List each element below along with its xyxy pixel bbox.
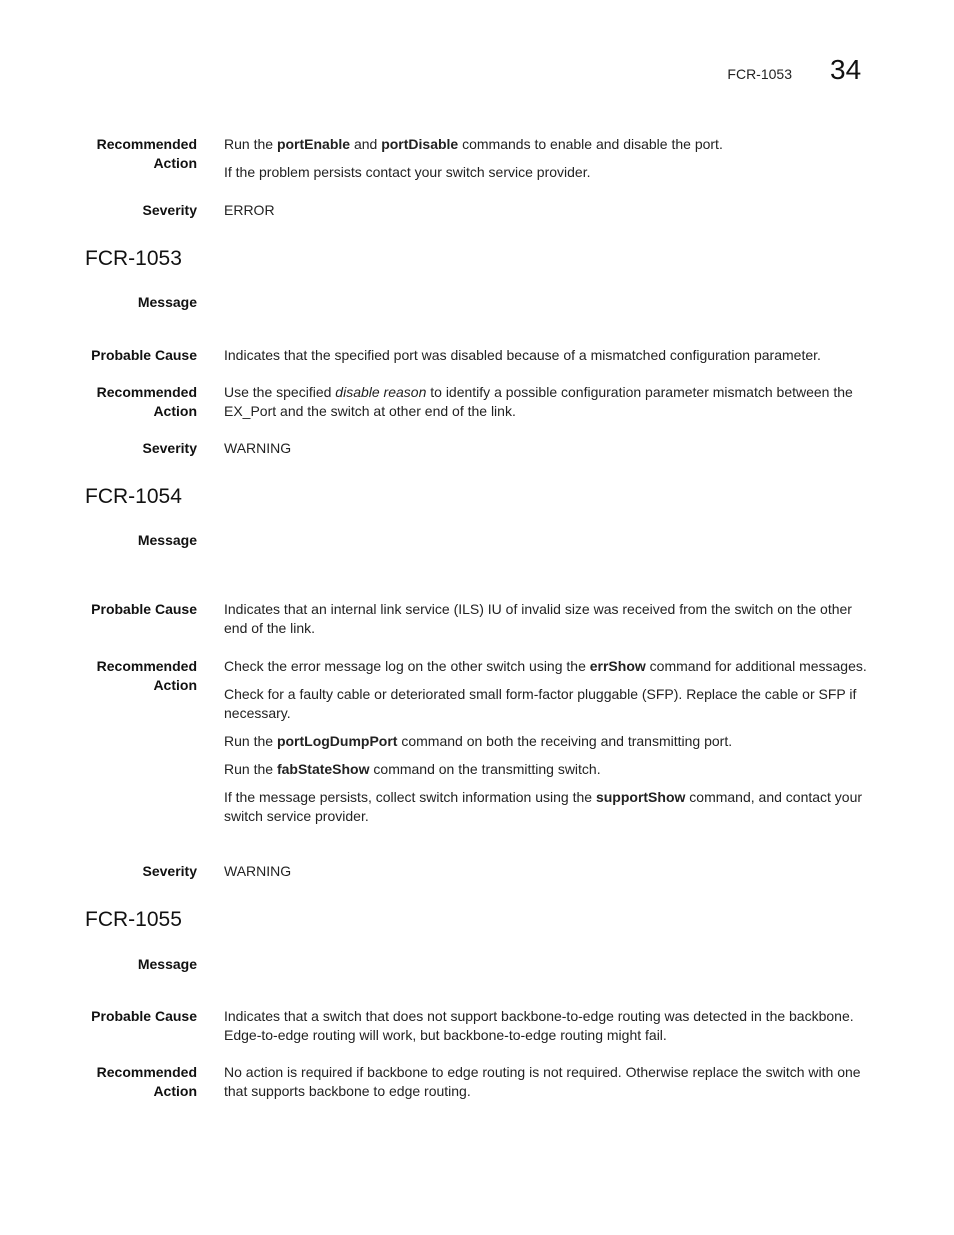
probable-cause-text: Indicates that the specified port was disabled because of a mismatched configuration parameter. <box>224 347 821 363</box>
probable-cause-label: Probable Cause <box>91 601 197 617</box>
message-label: Message <box>137 532 197 548</box>
severity-label: Severity <box>142 863 197 879</box>
section-heading-fcr-1054: FCR-1054 <box>85 485 182 508</box>
probable-cause-label: Probable Cause <box>91 1008 197 1024</box>
probable-cause-text: Indicates that a switch that does not support backbone-to-edge routing was detected in the backbone. Edge-to-edge routing will work, but backbone-to-edge routing might fail. <box>224 1008 854 1043</box>
term-disable-reason: disable reason <box>335 384 427 400</box>
action-paragraph: If the problem persists contact your switch service provider. <box>224 164 591 180</box>
action-paragraph: Check the error message log on the other switch using the errShow command for additional messages. <box>224 658 867 674</box>
recommended-action-label: Recommended Action <box>96 1064 197 1099</box>
action-paragraph: Run the portLogDumpPort command on both the receiving and transmitting port. <box>224 733 733 749</box>
recommended-action-label: Recommended Action <box>96 136 197 171</box>
command-errshow: errShow <box>589 658 646 674</box>
severity-value: ERROR <box>224 202 275 218</box>
chapter-number: 34 <box>830 54 862 85</box>
probable-cause-text: Indicates that an internal link service (ILS) IU of invalid size was received from the switch on the other end of the link. <box>224 601 852 636</box>
action-paragraph: Run the fabStateShow command on the transmitting switch. <box>224 761 601 777</box>
recommended-action-label: Recommended Action <box>96 384 197 419</box>
action-paragraph: Use the specified disable reason to identify a possible configuration parameter mismatch between the EX_Port and the switch at other end of the link. <box>224 384 853 419</box>
message-label: Message <box>137 956 197 972</box>
severity-label: Severity <box>142 440 197 456</box>
section-heading-fcr-1055: FCR-1055 <box>85 908 182 931</box>
action-paragraph: Check for a faulty cable or deteriorated small form-factor pluggable (SFP). Replace the cable or SFP if necessary. <box>224 686 857 721</box>
command-portenable: portEnable <box>276 136 351 152</box>
probable-cause-label: Probable Cause <box>91 347 197 363</box>
action-paragraph: If the message persists, collect switch information using the supportShow command, and contact your switch service provider. <box>224 789 863 824</box>
message-label: Message <box>137 294 197 310</box>
recommended-action-text <box>224 135 872 182</box>
severity-value: WARNING <box>224 440 292 456</box>
severity-value: WARNING <box>224 863 292 879</box>
command-portdisable: portDisable <box>381 136 459 152</box>
recommended-action-label: Recommended Action <box>96 658 197 693</box>
command-fabstateshow: fabStateShow <box>276 761 370 777</box>
running-header-ref: FCR-1053 <box>727 66 792 82</box>
severity-label: Severity <box>142 202 197 218</box>
command-supportshow: supportShow <box>595 789 686 805</box>
command-portlogdumpport: portLogDumpPort <box>276 733 398 749</box>
action-paragraph: Run the portEnable and portDisable commands to enable and disable the port. <box>224 136 723 152</box>
recommended-action-text <box>224 383 872 421</box>
recommended-action-text <box>224 657 872 826</box>
recommended-action-text: No action is required if backbone to edge routing is not required. Otherwise replace the switch with one that supports backbone to edge routing. <box>224 1064 861 1099</box>
section-heading-fcr-1053: FCR-1053 <box>85 247 182 270</box>
